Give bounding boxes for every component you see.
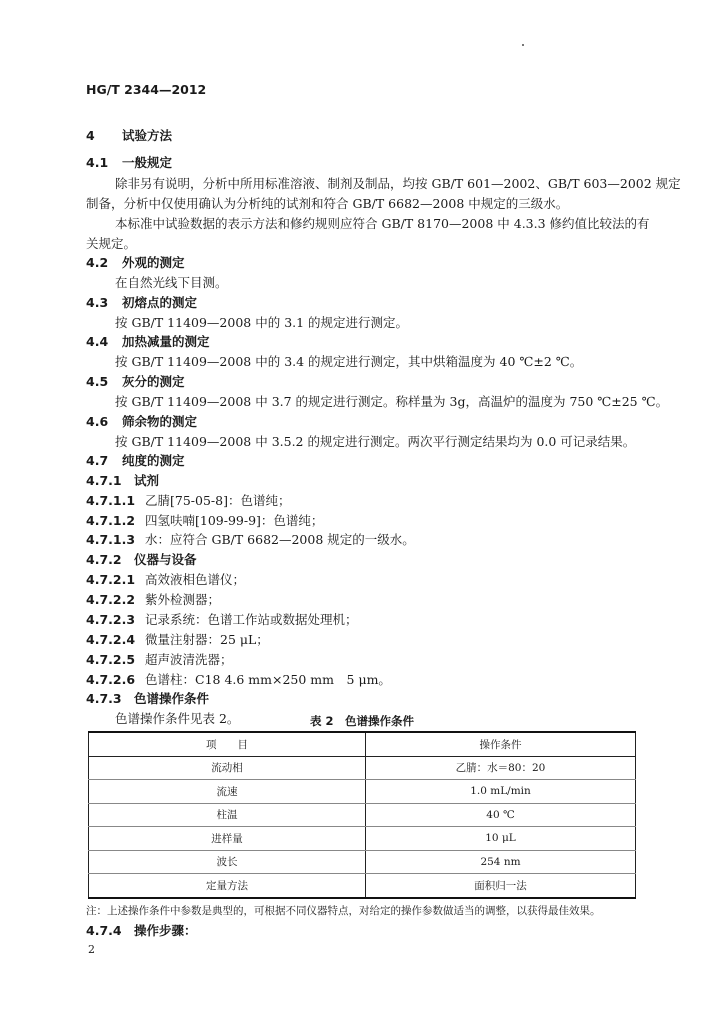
table-row <box>89 850 636 874</box>
table-header-cell: 项 目 <box>89 732 366 756</box>
section-num: 4.6 <box>86 414 109 429</box>
section-4-1-heading <box>86 153 172 171</box>
table-cell: 乙腈：水＝80：20 <box>366 756 636 780</box>
section-title: 纯度的测定 <box>122 453 185 468</box>
section-num: 4.2 <box>86 255 109 270</box>
item-text: 四氢呋喃[109-99-9]：色谱纯； <box>145 513 324 528</box>
paragraph-line: 色谱操作条件见表 2。 <box>115 711 240 726</box>
item-num: 4.7.1.1 <box>86 493 136 508</box>
table-title: 表 2 色谱操作条件 <box>309 714 414 728</box>
section-title: 仪器与设备 <box>134 552 197 567</box>
section-title: 加热减量的测定 <box>122 334 210 349</box>
table-cell: 波长 <box>89 850 366 874</box>
conditions-table <box>88 731 636 899</box>
list-item <box>86 491 290 509</box>
section-title: 操作步骤： <box>134 923 197 938</box>
item-num: 4.7.1.2 <box>86 513 136 528</box>
paragraph-line: 关规定。 <box>86 236 137 251</box>
item-text: 水：应符合 GB/T 6682—2008 规定的一级水。 <box>145 532 415 547</box>
item-text: 高效液相色谱仪； <box>145 572 246 587</box>
list-item <box>86 610 358 628</box>
list-item <box>86 650 233 668</box>
table-cell: 10 μL <box>366 827 636 851</box>
section-4-6-heading <box>86 412 197 430</box>
section-4-5-heading <box>86 372 185 390</box>
section-num: 4.7 <box>86 453 109 468</box>
section-num: 4.4 <box>86 334 109 349</box>
list-item <box>86 590 220 608</box>
paragraph-line: 按 GB/T 11409—2008 中 3.5.2 的规定进行测定。两次平行测定结果均为 0.0 可记录结果。 <box>115 434 636 449</box>
section-title: 色谱操作条件 <box>134 691 210 706</box>
paragraph-line: 本标准中试验数据的表示方法和修约规则应符合 GB/T 8170—2008 中 4.3.3 修约值比较法的有 <box>115 216 650 231</box>
table-row <box>89 780 636 804</box>
table-row <box>89 874 636 898</box>
item-text: 超声波清洗器； <box>145 652 233 667</box>
table-cell: 面积归一法 <box>366 874 636 898</box>
item-num: 4.7.2.6 <box>86 672 136 687</box>
section-4-4-heading <box>86 332 210 350</box>
item-num: 4.7.1.3 <box>86 532 136 547</box>
page-number: 2 <box>88 943 95 956</box>
section-title: 试验方法 <box>122 128 173 143</box>
section-num: 4.7.3 <box>86 691 122 706</box>
section-num: 4.7.4 <box>86 923 122 938</box>
section-title: 灰分的测定 <box>122 374 185 389</box>
list-item <box>86 570 245 588</box>
table-row <box>89 803 636 827</box>
item-text: 乙腈[75-05-8]：色谱纯； <box>145 493 291 508</box>
section-num: 4.7.2 <box>86 552 122 567</box>
table-cell: 流速 <box>89 780 366 804</box>
section-num: 4.5 <box>86 374 109 389</box>
section-4-2-heading <box>86 253 185 271</box>
table-cell: 进样量 <box>89 827 366 851</box>
list-item <box>86 630 269 648</box>
standard-number: HG/T 2344—2012 <box>86 82 207 97</box>
table-cell: 40 ℃ <box>366 803 636 827</box>
section-4-7-heading <box>86 451 185 469</box>
table-cell: 254 nm <box>366 850 636 874</box>
table-cell: 1.0 mL/min <box>366 780 636 804</box>
section-title: 初熔点的测定 <box>122 295 198 310</box>
section-num: 4.3 <box>86 295 109 310</box>
section-title: 外观的测定 <box>122 255 185 270</box>
paragraph-line: 按 GB/T 11409—2008 中 3.7 的规定进行测定。称样量为 3g，高温炉的温度为 750 ℃±25 ℃。 <box>115 394 669 409</box>
item-text: 微量注射器：25 μL； <box>145 632 269 647</box>
item-num: 4.7.2.5 <box>86 652 136 667</box>
item-text: 记录系统：色谱工作站或数据处理机； <box>145 612 358 627</box>
section-title: 筛余物的测定 <box>122 414 198 429</box>
list-item <box>86 530 415 548</box>
section-title: 一般规定 <box>122 155 173 170</box>
item-num: 4.7.2.2 <box>86 592 136 607</box>
section-title: 试剂 <box>134 473 160 488</box>
section-num: 4 <box>86 128 95 143</box>
paragraph-line: 在自然光线下目测。 <box>115 275 228 290</box>
section-4-7-3-heading <box>86 689 209 707</box>
table-header-cell: 操作条件 <box>366 732 636 756</box>
table-row <box>89 756 636 780</box>
table-header-row <box>89 732 636 756</box>
paragraph-line: 按 GB/T 11409—2008 中的 3.1 的规定进行测定。 <box>115 315 409 330</box>
list-item <box>86 511 323 529</box>
paragraph-line: 除非另有说明，分析中所用标准溶液、制剂及制品，均按 GB/T 601—2002、GB/T 603—2002 规定 <box>115 176 681 191</box>
paragraph-line: 按 GB/T 11409—2008 中的 3.4 的规定进行测定，其中烘箱温度为 40 ℃±2 ℃。 <box>115 354 583 369</box>
table-row <box>89 827 636 851</box>
section-4-heading <box>86 126 172 144</box>
section-num: 4.1 <box>86 155 109 170</box>
item-num: 4.7.2.1 <box>86 572 136 587</box>
section-4-3-heading <box>86 293 197 311</box>
item-num: 4.7.2.3 <box>86 612 136 627</box>
paragraph-line: 制备，分析中仅使用确认为分析纯的试剂和符合 GB/T 6682—2008 中规定的三级水。 <box>86 196 569 211</box>
table-cell: 定量方法 <box>89 874 366 898</box>
item-text: 紫外检测器； <box>145 592 221 607</box>
section-4-7-4-heading <box>86 921 197 939</box>
table-cell: 流动相 <box>89 756 366 780</box>
item-text: 色谱柱：C18 4.6 mm×250 mm 5 μm。 <box>145 672 391 687</box>
table-cell: 柱温 <box>89 803 366 827</box>
section-4-7-2-heading <box>86 550 197 568</box>
scan-speck <box>522 44 524 46</box>
table-note: 注：上述操作条件中参数是典型的，可根据不同仪器特点，对给定的操作参数做适当的调整，以获得最佳效果。 <box>86 905 601 917</box>
item-num: 4.7.2.4 <box>86 632 136 647</box>
list-item <box>86 670 391 688</box>
section-num: 4.7.1 <box>86 473 122 488</box>
section-4-7-1-heading <box>86 471 159 489</box>
